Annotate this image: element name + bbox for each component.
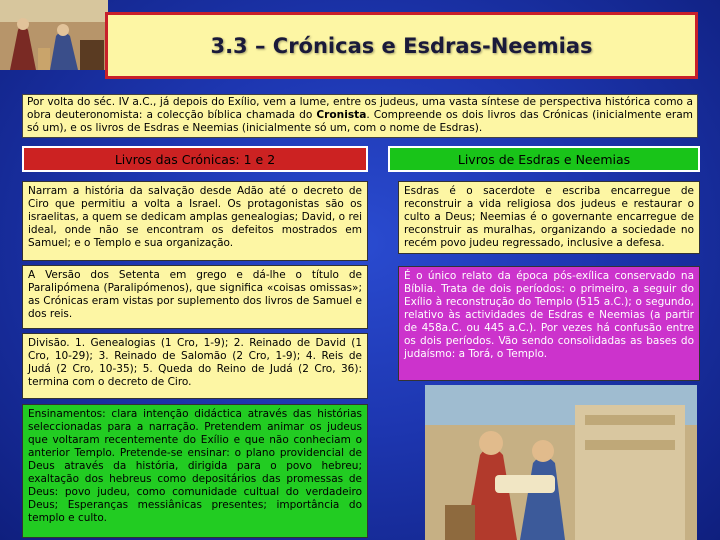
post-exilic-account-card: É o único relato da época pós-exílica conservado na Bíblia. Trata de dois períodos: o primeiro, a seguir do Exílio à reconstrução do Templo (515 a.C.); o segundo, relativo às actividades de Esdras e Neemias (a partir de 458a.C. ou 445 a.C.). Por vezes há confusão entre os dois períodos. Vão sendo consolidadas as bases do judaísmo: a Torá, o Templo. [398,266,700,381]
chronicles-teachings-card: Ensinamentos: clara intenção didáctica através das histórias seleccionadas para a narração. Pretendem animar os judeus que voltaram recentemente do Exílio e que não conheciam o anterior Templo. Pretende-se ensinar: o plano providencial de Deus através da história, dirigida para o povo hebreu; exaltação dos hebreus como depositários das promessas de Deus: povo judeu, como comunidade cultual do verdadeiro Deus; Esperanças messiânicas presentes; importância do templo e culto. [22,404,368,538]
ezra-nehemiah-header [388,146,700,172]
intro-text-end: . Compreende os dois livros das Crónicas (inicialmente eram só um), e os livros de Esdras e Neemias (inicialmente só um, com o nome de Esdras). [27,109,693,134]
ezra-nehemiah-roles-card: Esdras é o sacerdote e escriba encarregue de reconstruir a vida religiosa dos judeus e restaurar o culto a Deus; Neemias é o governante encarregue de reconstruir as muralhas, organizando a sociedade no recém povo judeu regressado, inclusive a defesa. [398,181,700,254]
chronicles-summary-card: Narram a história da salvação desde Adão até o decreto de Ciro que permitiu a volta a Israel. Os protagonistas são os israelitas, a quem se dedicam amplas genealogias; David, o rei ideal, onde não se encontram os defeitos mostrados em Samuel; e o Templo e sua organização. [22,181,368,261]
intro-emphasis: Cronista [316,109,367,121]
chronicles-division-card: Divisão. 1. Genealogias (1 Cro, 1-9); 2. Reinado de David (1 Cro, 10-29); 3. Reinado de Salomão (2 Cro, 1-9); 4. Reis de Judá (2 Cro, 10-35); 5. Queda do Reino de Judá (2 Cro, 36): termina com o decreto de Ciro. [22,333,368,399]
title-box [105,12,698,79]
intro-box [22,94,698,138]
chronicles-header [22,146,368,172]
chronicler-illustration [0,0,108,70]
page-title: 3.3 – Crónicas e Esdras-Neemias [210,33,593,58]
ezra-nehemiah-header-label: Livros de Esdras e Neemias [457,151,631,167]
intro-text-start: Por volta do séc. IV a.C., já depois do Exílio, vem a lume, entre os judeus, uma vasta síntese de perspectiva histórica como a obra deuteronomista: a colecção bíblica chamada do [27,96,693,121]
illustration-figures-reading-scroll-icon [425,385,697,540]
ezra-reading-illustration [425,385,697,540]
chronicles-header-label: Livros das Crónicas: 1 e 2 [114,151,276,167]
septuagint-title-card: A Versão dos Setenta em grego e dá-lhe o título de Paralipómena (Paralipómenos), que significa «coisas omissas»; as Crónicas eram vistas por suplemento dos livros de Samuel e dos reis. [22,265,368,329]
illustration-biblical-scene-icon [0,0,108,70]
